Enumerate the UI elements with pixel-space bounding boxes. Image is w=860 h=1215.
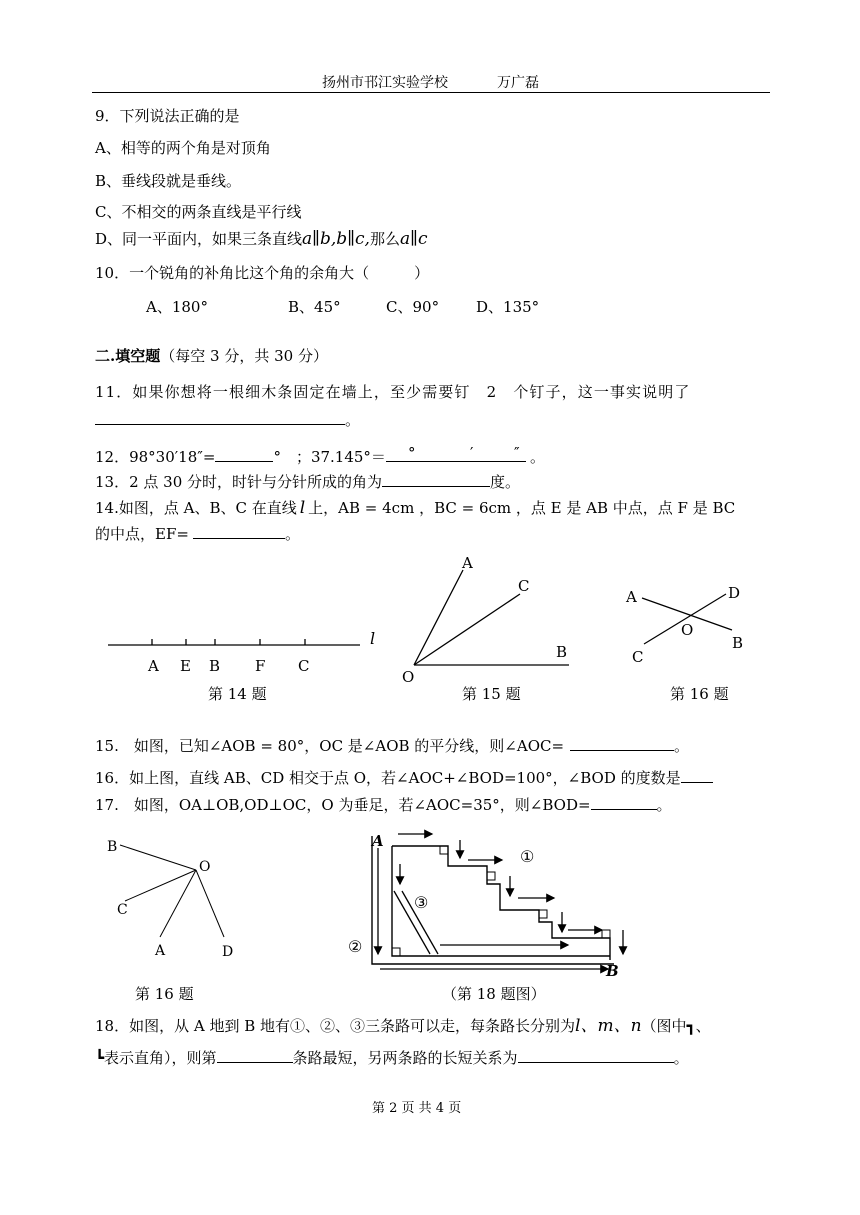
q9-stem: 9．下列说法正确的是 bbox=[95, 107, 240, 125]
fig14-caption: 第 14 题 bbox=[208, 685, 267, 703]
fig16a-label-c: C bbox=[632, 648, 644, 666]
q18-text-b: （图中┓、 bbox=[641, 1017, 711, 1035]
q11-text: 11．如果你想将一根细木条固定在墙上，至少需要钉 2 个钉子，这一事实说明了 bbox=[95, 383, 691, 401]
q11-answer-line bbox=[95, 410, 360, 430]
fig18-route-1: ① bbox=[520, 847, 535, 866]
q18-text-d: 条路最短，另两条路的长短关系为 bbox=[292, 1049, 518, 1067]
fig14-label-a: A bbox=[148, 657, 159, 675]
figure-15 bbox=[395, 550, 580, 685]
fig18-route-3: ③ bbox=[414, 893, 429, 912]
section-title-text: 二.填空题 bbox=[95, 347, 161, 365]
q16-text bbox=[95, 768, 713, 788]
q18-text-c: ┗表示直角），则第 bbox=[95, 1049, 217, 1067]
q10-stem: 10．一个锐角的补角比这个角的余角大（ ） bbox=[95, 264, 430, 282]
q18-end: 。 bbox=[673, 1049, 689, 1067]
q16-stem: 16．如上图，直线 AB、CD 相交于点 O，若∠AOC+∠BOD=100°，∠BOD 的度数是 bbox=[95, 769, 681, 787]
q14-text-a: 14.如图，点 A、B、C 在直线 bbox=[95, 499, 297, 517]
q17-text bbox=[95, 795, 672, 815]
fig15-label-c: C bbox=[518, 577, 530, 595]
q17-blank[interactable] bbox=[591, 795, 657, 810]
q18-blank1[interactable] bbox=[217, 1048, 293, 1063]
q13-end: 度。 bbox=[490, 473, 521, 491]
q14-line2 bbox=[95, 524, 300, 544]
fig18-label-a: A bbox=[372, 832, 384, 850]
fig16b-label-b: B bbox=[107, 839, 118, 855]
page-header-author: 万广磊 bbox=[497, 75, 539, 91]
figure-18 bbox=[340, 826, 640, 976]
fig18-route-2: ② bbox=[348, 937, 363, 956]
section-title bbox=[95, 346, 328, 366]
page-footer: 第 2 页 共 4 页 bbox=[372, 1101, 462, 1116]
figure-16-top bbox=[620, 578, 760, 668]
q14-blank[interactable] bbox=[193, 524, 285, 539]
q12-part1: 12．98°30′18″= bbox=[95, 448, 216, 466]
fig16a-label-b: B bbox=[732, 634, 744, 652]
fig16b-caption: 第 16 题 bbox=[135, 985, 194, 1003]
q12-minute: ′ bbox=[469, 444, 474, 462]
q10-option-a: A、180° bbox=[146, 298, 208, 316]
q11-end: 。 bbox=[345, 411, 361, 429]
q15-text bbox=[95, 736, 689, 756]
q9-d-math2: a∥c bbox=[399, 229, 428, 249]
q14-line-l: l bbox=[299, 498, 306, 518]
q9-option-a: A、相等的两个角是对顶角 bbox=[95, 139, 271, 157]
fig18-caption: （第 18 题图） bbox=[442, 985, 546, 1003]
q14-text-b: 上，AB = 4cm ，BC = 6cm ，点 E 是 AB 中点，点 F 是 BC bbox=[308, 499, 736, 517]
q12-part2: ° ；37.145°＝ bbox=[273, 448, 386, 466]
q15-end: 。 bbox=[674, 737, 690, 755]
q18-line1 bbox=[95, 1016, 711, 1036]
q9-d-math1: a∥b,b∥c, bbox=[302, 229, 370, 249]
fig16a-caption: 第 16 题 bbox=[670, 685, 729, 703]
q13-text bbox=[95, 472, 520, 492]
q18-blank2[interactable] bbox=[518, 1048, 674, 1063]
fig18-label-b: B bbox=[606, 962, 619, 976]
q9-option-d bbox=[95, 229, 428, 249]
q12-second: ″ bbox=[513, 444, 520, 462]
q10-option-d: D、135° bbox=[476, 298, 540, 316]
fig14-label-f: F bbox=[255, 657, 266, 675]
q16-blank[interactable] bbox=[681, 768, 713, 783]
q14-line1 bbox=[95, 498, 735, 518]
q9-option-b: B、垂线段就是垂线。 bbox=[95, 172, 242, 190]
q15-blank[interactable] bbox=[570, 736, 674, 751]
q18-text-a: 18．如图，从 A 地到 B 地有①、②、③三条路可以走，每条路长分别为 bbox=[95, 1017, 576, 1035]
q10-option-b: B、45° bbox=[288, 298, 341, 316]
figure-14 bbox=[100, 620, 390, 680]
q14-end: 。 bbox=[284, 525, 300, 543]
q14-ef: 的中点，EF= bbox=[95, 525, 189, 543]
fig16b-label-d: D bbox=[222, 944, 234, 960]
q10-option-c: C、90° bbox=[386, 298, 440, 316]
fig15-caption: 第 15 题 bbox=[462, 685, 521, 703]
fig14-label-c: C bbox=[298, 657, 310, 675]
fig14-label-e: E bbox=[180, 657, 191, 675]
section-note: （每空 3 分，共 30 分） bbox=[160, 347, 328, 365]
q9-d-mid: 那么 bbox=[369, 230, 400, 248]
header-rule bbox=[92, 92, 770, 93]
figure-16-bottom bbox=[100, 834, 245, 964]
q12-text bbox=[95, 444, 545, 467]
q18-line2 bbox=[95, 1048, 689, 1068]
fig16a-label-a: A bbox=[626, 588, 637, 606]
q12-end: 。 bbox=[529, 448, 545, 466]
q9-option-c: C、不相交的两条直线是平行线 bbox=[95, 203, 302, 221]
fig14-ticks bbox=[152, 639, 305, 645]
q12-blank1[interactable] bbox=[215, 447, 273, 462]
q12-blank2[interactable] bbox=[386, 444, 526, 462]
q17-stem: 17. 如图，OA⊥OB,OD⊥OC，O 为垂足，若∠AOC=35°，则∠BOD= bbox=[95, 796, 591, 814]
fig16b-label-c: C bbox=[117, 902, 128, 918]
q13-stem: 13．2 点 30 分时，时针与分针所成的角为 bbox=[95, 473, 383, 491]
q12-degree: ° bbox=[407, 444, 416, 462]
q9-d-prefix: D、同一平面内，如果三条直线 bbox=[95, 230, 303, 248]
fig16a-label-o: O bbox=[681, 621, 694, 639]
q17-end: 。 bbox=[656, 796, 672, 814]
fig14-label-l: l bbox=[370, 629, 376, 648]
fig14-label-b: B bbox=[209, 657, 221, 675]
fig15-label-o: O bbox=[402, 668, 415, 685]
q15-stem: 15. 如图，已知∠AOB = 80°，OC 是∠AOB 的平分线，则∠AOC= bbox=[95, 737, 565, 755]
fig15-label-a: A bbox=[462, 554, 473, 572]
q18-vars: l、m、n bbox=[575, 1016, 642, 1036]
fig16a-label-d: D bbox=[728, 584, 741, 602]
fig15-label-b: B bbox=[556, 643, 568, 661]
page-header-school: 扬州市邗江实验学校 bbox=[322, 75, 448, 91]
q11-blank[interactable] bbox=[95, 410, 345, 425]
fig16b-label-a: A bbox=[155, 943, 166, 959]
fig16b-label-o: O bbox=[199, 859, 211, 875]
q13-blank[interactable] bbox=[382, 472, 490, 487]
